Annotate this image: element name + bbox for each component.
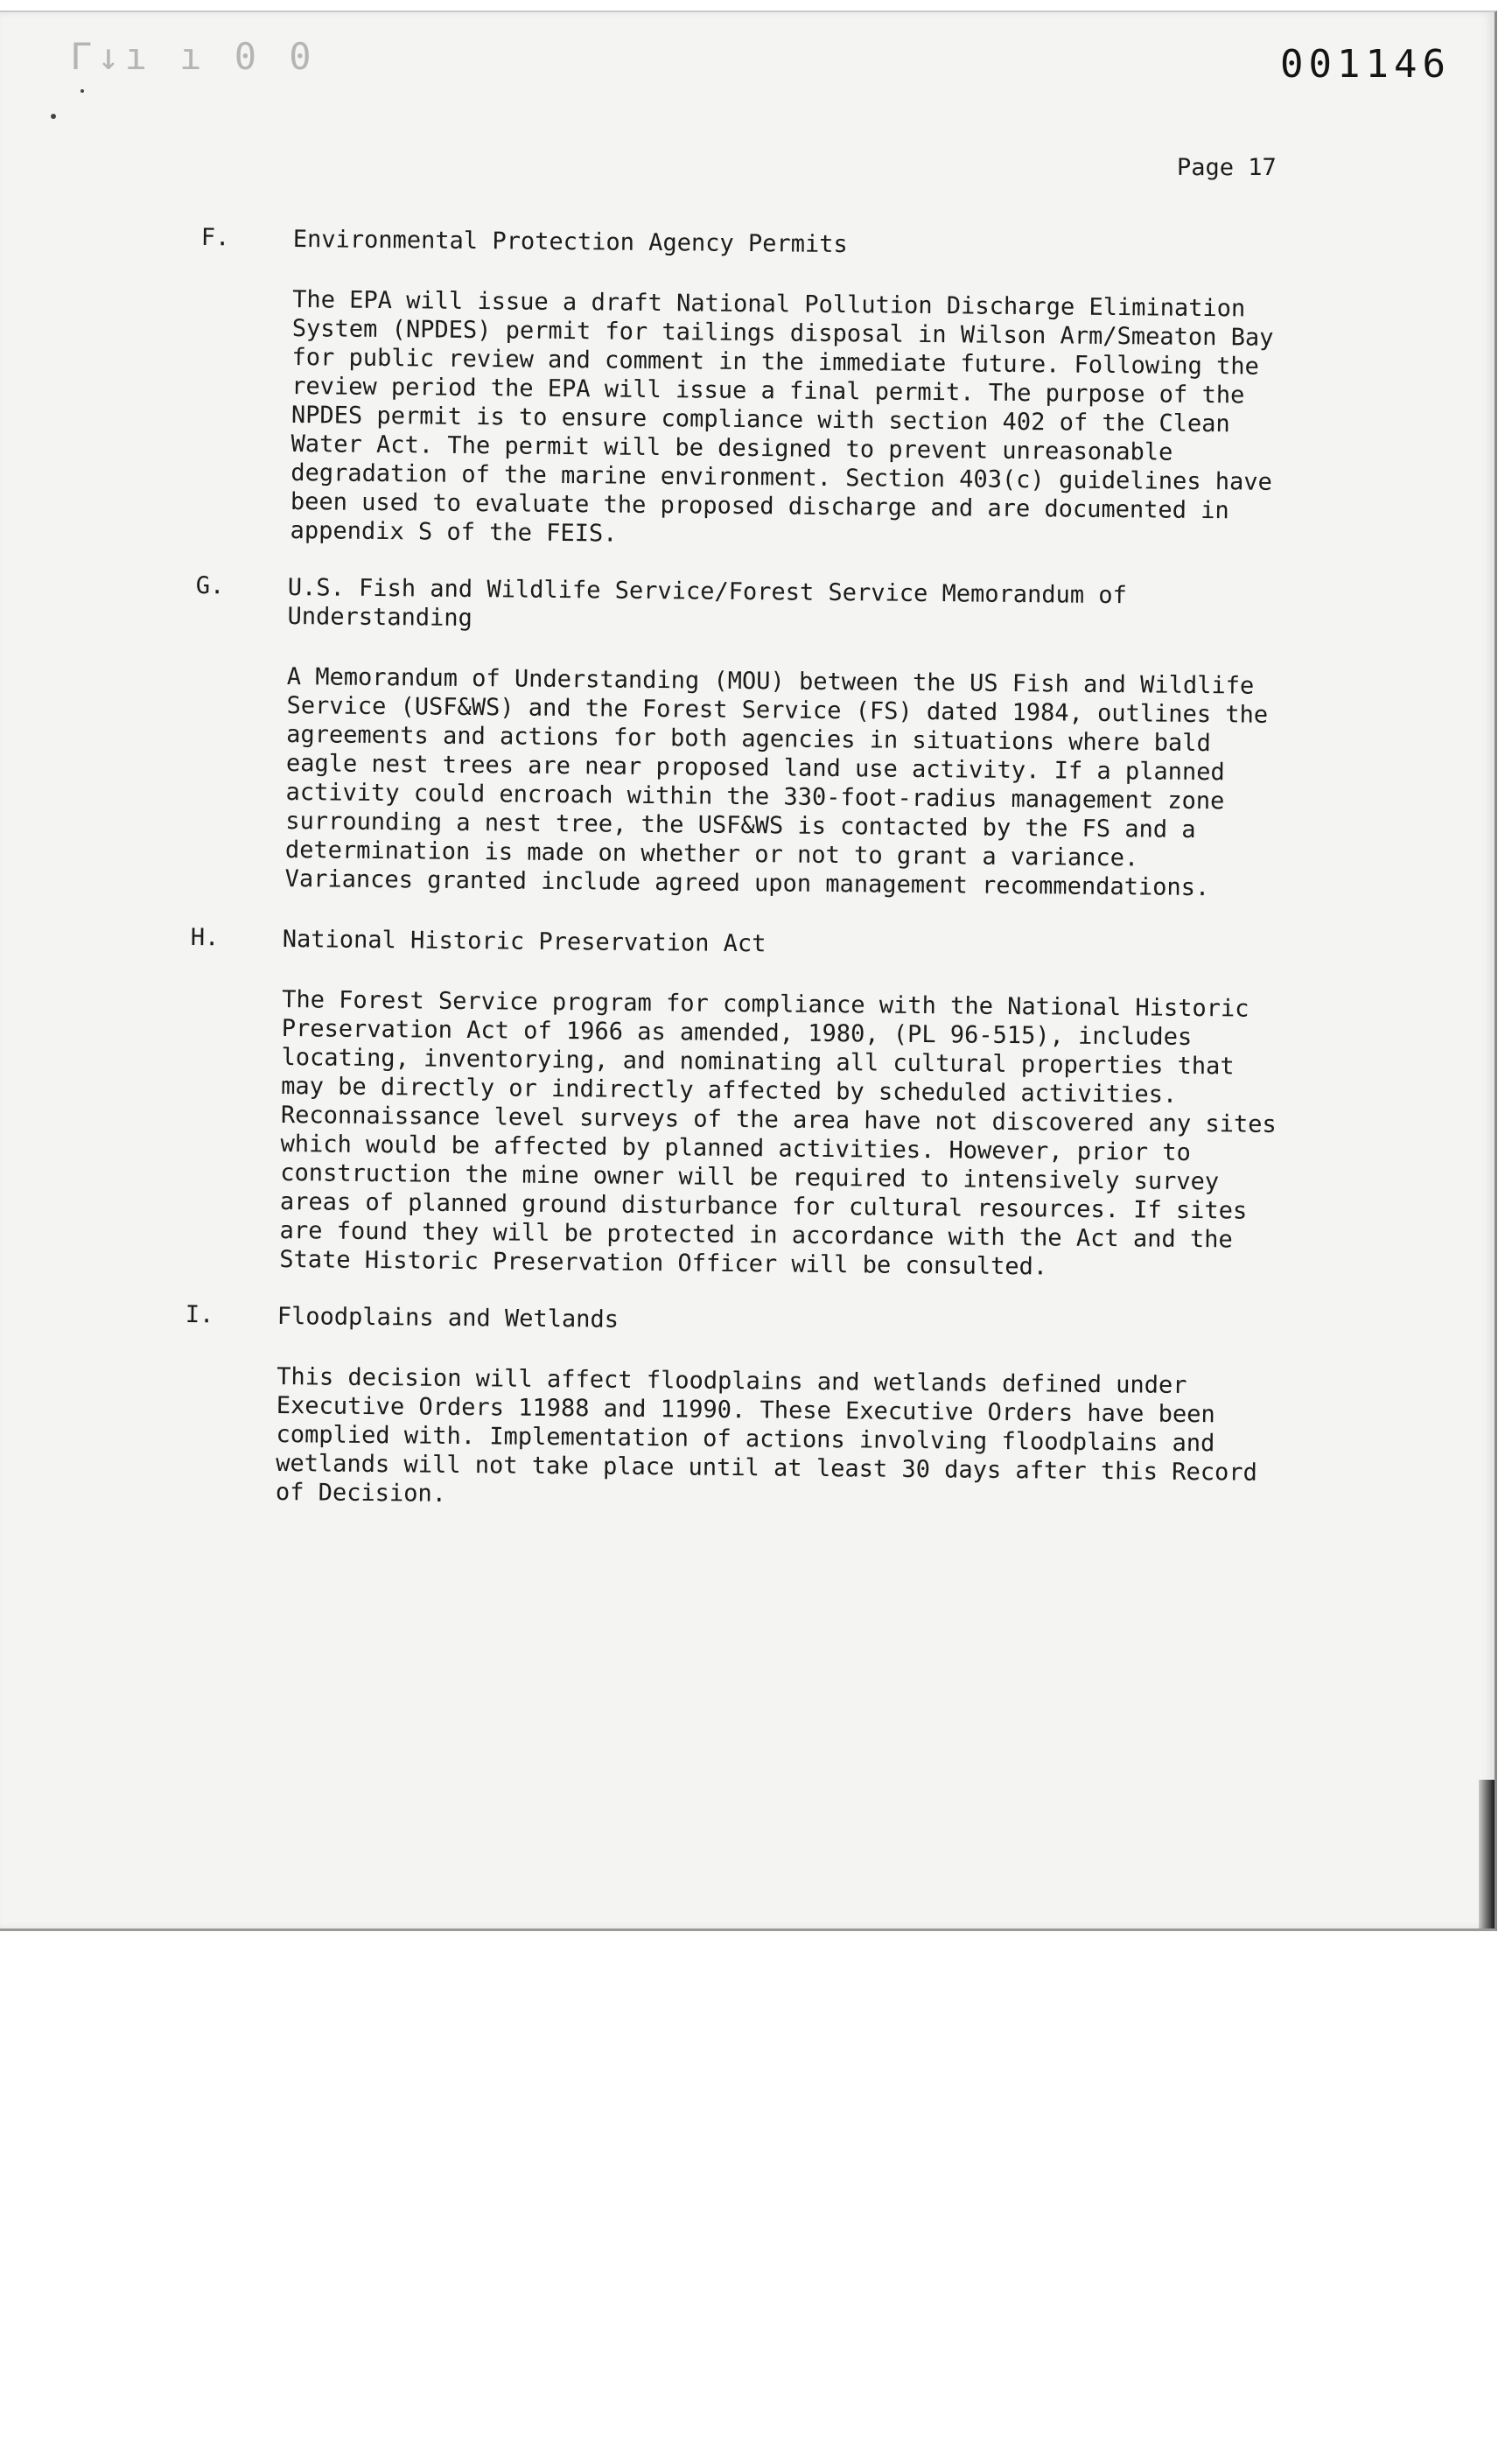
body-line: been used to evaluate the proposed discharge and are documented in	[290, 487, 1229, 525]
scan-speck	[51, 114, 56, 119]
body-line: A Memorandum of Understanding (MOU) between the US Fish and Wildlife	[286, 663, 1255, 700]
heading-line: U.S. Fish and Wildlife Service/Forest Service Memorandum of	[287, 574, 1128, 610]
body-line: may be directly or indirectly affected by scheduled activities.	[281, 1073, 1178, 1109]
body-line: System (NPDES) permit for tailings disposal in Wilson Arm/Smeaton Bay	[291, 315, 1274, 352]
body-line: determination is made on whether or not to grant a variance.	[284, 836, 1139, 872]
body-line: surrounding a nest tree, the USF&WS is contacted by the FS and a	[285, 807, 1196, 844]
page-edge-shadow	[1479, 1780, 1494, 1928]
page-number: Page 17	[1177, 154, 1277, 181]
section-g	[192, 572, 1368, 904]
heading-line: National Historic Preservation Act	[282, 926, 766, 958]
section-letter: H.	[190, 924, 220, 952]
body-line: complied with. Implementation of actions involving floodplains and	[276, 1421, 1215, 1458]
section-body	[279, 985, 1362, 1284]
body-line: State Historic Preservation Officer will be consulted.	[279, 1245, 1048, 1281]
section-heading	[293, 225, 1374, 264]
body-line: which would be affected by planned activities. However, prior to	[280, 1130, 1192, 1166]
section-heading	[287, 573, 1368, 641]
section-body	[276, 1362, 1358, 1517]
body-line: Water Act. The permit will be designed to prevent unreasonable	[290, 430, 1173, 466]
scanned-page	[0, 10, 1497, 1931]
section-letter: I.	[185, 1301, 214, 1329]
body-line: The EPA will issue a draft National Pollution Discharge Elimination	[292, 286, 1246, 323]
body-line: of Decision.	[275, 1478, 447, 1508]
body-line: degradation of the marine environment. Section 403(c) guidelines have	[290, 458, 1272, 496]
body-line: agreements and actions for both agencies in situations where bald	[286, 721, 1211, 758]
body-line: Reconnaissance level surveys of the area have not discovered any sites	[280, 1101, 1277, 1138]
body-line: locating, inventorying, and nominating all cultural properties that	[281, 1044, 1235, 1081]
body-line: Executive Orders 11988 and 11990. These Executive Orders have been	[276, 1392, 1215, 1429]
section-letter: F.	[200, 224, 230, 252]
body-line: wetlands will not take place until at least 30 days after this Record	[276, 1450, 1257, 1487]
body-line: activity could encroach within the 330-foot-radius management zone	[285, 778, 1225, 816]
body-line: This decision will affect floodplains and wetlands defined under	[276, 1363, 1187, 1399]
section-body	[284, 662, 1367, 904]
heading-line: Understanding	[287, 603, 472, 633]
document-number: 001146	[1280, 42, 1451, 87]
body-line: Variances granted include agreed upon management recommendations.	[284, 864, 1210, 902]
body-line: review period the EPA will issue a final permit. The purpose of the	[291, 373, 1245, 410]
section-letter: G.	[195, 572, 225, 600]
body-line: eagle nest trees are near proposed land use activity. If a planned	[285, 749, 1225, 787]
body-line: construction the mine owner will be required to intensively survey	[280, 1158, 1220, 1196]
body-line: Service (USF&WS) and the Forest Service (FS) dated 1984, outlines the	[286, 692, 1269, 729]
section-h	[187, 924, 1363, 1284]
heading-line: Environmental Protection Agency Permits	[292, 226, 848, 259]
body-line: are found they will be protected in accordance with the Act and the	[279, 1216, 1233, 1254]
body-line: for public review and comment in the immediate future. Following the	[291, 344, 1260, 381]
body-line: appendix S of the FEIS.	[290, 516, 618, 548]
section-i	[184, 1301, 1358, 1517]
body-line: NPDES permit is to ensure compliance with section 402 of the Clean	[290, 401, 1230, 438]
faint-stamp-mark: Γ↓ı ı 0 0	[70, 35, 317, 78]
section-body	[290, 285, 1373, 556]
body-line: Preservation Act of 1966 as amended, 1980, (PL 96-515), includes	[281, 1015, 1193, 1051]
scan-speck	[80, 89, 84, 93]
body-line: areas of planned ground disturbance for cultural resources. If sites	[279, 1187, 1248, 1225]
section-heading	[283, 925, 1363, 964]
heading-line: Floodplains and Wetlands	[276, 1303, 620, 1334]
section-heading	[277, 1302, 1358, 1341]
body-line: The Forest Service program for compliance with the National Historic	[282, 986, 1250, 1023]
section-f	[198, 224, 1373, 556]
